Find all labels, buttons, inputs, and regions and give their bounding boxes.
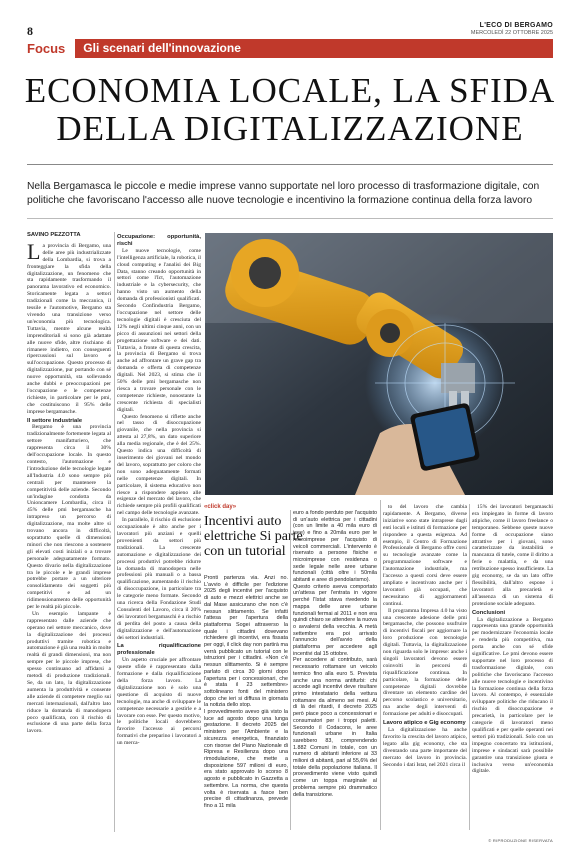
box-kicker: «click day» [204, 504, 237, 510]
paragraph: Questo criterio aveva comportato un'attesa per l'entrata in vigore perché l'Istat stava rivedendo la mappa delle aree urbane funzionali fermai al 2011 e non era quindi chiaro se attendere la nuova o avvalersi della vecchia. A metà settembre era poi arrivato l'annuncio dell'avvio della piattaforma per accedere agli incentivi dal 15 ottobre. [293, 583, 377, 657]
article-column-2 [117, 232, 201, 747]
paragraph: Le nuove tecnologie, come l'intelligenza artificiale, la robotica, il cloud computing e l'analisi dei Big Data, stanno creando opportunità in settori come l'Ict, l'automazione industriale e la cybersecurity, che hanno visto un aumento della domanda di professionisti qualificati. Secondo Confindustria Bergamo, l'occupazione nel settore delle tecnologie digitali è cresciuta del 12% negli ultimi cinque anni, con un picco di assunzioni nei settori della progettazione software e dei dati. Tuttavia, a fronte di questa crescita, la provincia di Bergamo si trova anche ad affrontare un grave gap tra domanda e offerta di competenze digitali. Nel 2023, si stima che il 50% delle pmi bergamasche non riesca a trovare personale con le competenze richieste, nonostante la crescente richiesta di specialisti digitali. [117, 247, 201, 413]
column-rule [469, 504, 470, 830]
paragraph: Un esempio lampante è rappresentato dalle aziende che operano nel settore meccanico, dove la digitalizzazione dei processi produttivi tramite robotica e automazione è già una realtà in molte realtà di grandi dimensioni, ma non sempre per le piccole imprese, che spesso continuano ad affidarsi a metodi di produzione tradizionali. Se, da un lato, la digitalizzazione aumenta la produttività e consente alle aziende di competere meglio sui mercati internazionali, dall'altro lato riduce la domanda di manodopera poco qualificata, con il rischio di esclusione di una parte della forza lavoro. [27, 610, 111, 735]
paragraph: Questo fenomeno si riflette anche nel tasso di disoccupazione giovanile, che nella provincia si attesta al 27,8%, un dato superiore alla media regionale, che è del 25%. Questo indica una difficoltà di inserimento dei giovani nel mondo del lavoro, soprattutto per coloro che non sono adeguatamente formati nelle competenze digitali. In particolare, il sistema educativo non riesce a rispondere appieno alle esigenze del mercato del lavoro, che richiede sempre più profili qualificati nel campo delle tecnologie avanzate. [117, 413, 201, 517]
article-column-4 [472, 504, 553, 775]
column-rule [290, 510, 291, 830]
divider [27, 218, 553, 219]
box-title: Incentivi auto elettriche Si parte con un tutorial [204, 514, 303, 559]
paragraph: La digitalizzazione a Bergamo rappresenta una grande opportunità per modernizzare l'economia locale e renderla più competitiva, ma porta anche con sé sfide significative. Le pmi devono essere supportate nel loro processo di trasformazione digitale, con politiche che favoriscano l'accesso alle nuove tecnologie e incentivino la formazione continua della forza lavoro. Al contempo, è essenziale sviluppare politiche che riducano il rischio di disoccupazione e precarietà, in particolare per le categorie di lavoratori meno qualificati e per quelle operanti nei settori più tradizionali. Solo con un impegno concertato tra istituzioni, imprese e sindacati sarà possibile garantire una transizione giusta e inclusiva verso un'economia digitale. [472, 616, 553, 775]
paragraph: Per accedere al contributo, sarà necessario rottamare un veicolo termico fino alla euro 5. Prevista anche una norma antifurbi: chi accede agli incentivi deve risultare primo intestatario della vettura rottamare da almeno sei mesi. Al di là dei ritardi, il decreto 2025 però piace poco a concessionari e consumatori per i troppi paletti. Secondo il Codacons, le aree funzionali urbane in Italia sarebbero 83, comprendendo 1.882 Comuni in totale, con un numero di abitanti inferiore ai 33 milioni di abitanti, pari al 55,6% del totale della popolazione italiana. Il provvedimento viene visto quindi come un toppa marginale al problema sempre più drammatico della transizione. [293, 657, 377, 798]
paragraph: In parallelo, il rischio di esclusione occupazionale è alto anche per i lavoratori più anziani e quelli provenienti da settori più tradizionali. La crescente automazione e digitalizzazione dei processi produttivi potrebbe ridurre la domanda di manodopera nelle professioni più manuali o a bassa qualificazione, aumentando il rischio di disoccupazione, in particolare tra le categorie meno formate. Secondo una ricerca della Fondazione Studi Consulenti del Lavoro, circa il 20% dei lavoratori bergamaschi è a rischio di perdita del posto a causa della digitalizzazione e dell'automazione dei settori industriali. [117, 517, 201, 641]
article-column-3 [383, 504, 467, 768]
paragraph: Bergamo è una provincia tradizionalmente fortemente legata al settore manifatturiero, che rappresenta circa il 30% dell'occupazione locale. In questo contesto, l'automazione e l'introduzione delle tecnologie legate all'Industria 4.0 sono sempre più centrali per mantenere la competitività delle aziende. Secondo un'indagine condotta da Unioncamere Lombardia, circa il 45% delle pmi bergamasche ha intrapreso un percorso di digitalizzazione, ma molte altre si trovano ancora in difficoltà, soprattutto quelle di dimensioni minori che non riescono a sostenere gli elevati costi iniziali o a trovare personale adeguatamente formato. Questo divario nella digitalizzazione tra le piccole e le grandi imprese potrebbe portare a un ulteriore consolidamento dei soggetti più competitivi e ad un ridimensionamento delle opportunità per le realtà più piccole. [27, 424, 111, 611]
page-number: 8 [27, 24, 33, 38]
copyright-note: © RIPRODUZIONE RISERVATA [488, 838, 553, 843]
divider [27, 164, 553, 165]
section-heading: Occupazione: opportunità, rischi [117, 234, 201, 247]
paragraph: I provvedimento avevo già visto la luce ad agosto dopo una lunga gestazione. Il decreto 2025 del ministero per l'Ambiente e la sicurezza energetica, finanziato con risorse del Piano Nazionale di Ripresa e Resilienza dopo una rimodulazione, che mette a disposizione 597 milioni di euro, era stato approvato lo scorso 8 agosto e pubblicato in Gazzetta a settembre. La norma, che questa volta è riservata a fasce ben precise di cittadinanza, prevede fino a 11 mila [204, 709, 288, 809]
robot-arm-photo [205, 233, 553, 495]
headline-line-1: ECONOMIA LOCALE, LA SFIDA [24, 71, 556, 110]
paragraph: La digitalizzazione ha anche favorito la crescita del lavoro atipico, legato alla gig economy, che sta diventando una parte importante del mercato del lavoro in provincia. Secondo i dati Istat, nel 2021 circa il [383, 727, 467, 768]
section-bar [27, 39, 553, 58]
paragraph: Il programma Impresa 4.0 ha visto una crescente adesione delle pmi bergamasche, che possono usufruire di incentivi fiscali per aggiornare la loro produzione con tecnologie digitali. Tuttavia, la digitalizzazione non riguarda solo le imprese: anche i singoli lavoratori devono essere coinvolti in percorsi di riqualificazione continua. In particolare, la formazione delle competenze digitali dovrebbe diventare un elemento cardine del percorso scolastico e universitario, ma anche degli interventi di formazione per adulti e disoccupati. [383, 607, 467, 718]
issue-date: MERCOLEDÌ 22 OTTOBRE 2025 [470, 30, 553, 36]
paragraph: a provincia di Bergamo, una delle aree più industrializzate della Lombardia, si trova a fronteggiare la sfida della digitalizzazione, un fenomeno che sta rapidamente trasformando il panorama lavorativo ed economico. Storicamente legata a settori tradizionali come la meccanica, il tessile e l'automotive, Bergamo sta vivendo una transizione verso un'economia più tecnologica. Tuttavia, mentre alcune realtà imprenditoriali si sono già adattate alle nuove sfide, altre rischiano di rimanere indietro, con conseguenti ripercussioni sul lavoro e sull'occupazione. Questo processo di digitalizzazione, pur portando con sé nuove opportunità, sta sollevando anche dubbi e preoccupazioni per l'occupazione e le competenze richieste, in particolare per le pmi, che costituiscono il 95% delle imprese bergamasche. [27, 242, 111, 415]
newspaper-name: L'ECO DI BERGAMO [479, 22, 553, 29]
section-tag: Focus [27, 41, 66, 56]
section-heading: La riqualificazione professionale [117, 643, 201, 657]
paragraph: Un aspetto cruciale per affrontare queste sfide è rappresentato dalla formazione e dalla riqualificazione della forza lavoro. La digitalizzazione non è solo una questione di acquisto di nuove tecnologie, ma anche di sviluppare le competenze necessarie a gestirle e a lavorare con esse. Per questo motivo, le politiche locali dovrebbero favorire l'accesso ai percorsi formativi che preparino i lavoratori a un merca- [117, 657, 201, 747]
article-column-1 [27, 232, 111, 735]
section-title: Gli scenari dell'innovazione [75, 39, 553, 58]
paragraph: Pronti partenza via. Anzi no. L'avvio è difficile per l'edizione 2025 degli incentivi per l'acquisto di auto e mezzi elettrici anche se dal Mase assicurano che non c'è nessun slittamento. Se infatti l'attesa per l'apertura della piattaforma Sogei attraverso la quale i cittadini dovevano richiedere gli incentivi, era fissata per oggi, il click day non partirà ma verrà pubblicato un tutorial con le istruzioni per i cittadini. «Non c'è nessun slittamento. Si è sempre parlato di circa 30 giorni dopo l'apertura per i concessionari, che è stata il 23 settembre» sottolineano fonti del ministero dopo che ieri si diffusa in giornata la notizia dello stop. [204, 575, 288, 709]
paragraph: euro a fondo perduto per l'acquisto di un'auto elettrica per i cittadini (con un limite a 40 mila euro di isee) e fino a 20mila euro per le microimprese per l'acquisto di veicoli commerciali. L'intervento è riservato a persone fisiche e microimprese con residenza o sede legale nelle aree urbane funzionali (città oltre i 50mila abitanti e aree di pendolarismo). [293, 510, 377, 584]
section-heading: Conclusioni [472, 609, 506, 616]
industrial-robot-image [205, 233, 553, 495]
paragraph: to del lavoro che cambia rapidamente. A Bergamo, diverse iniziative sono state intraprese dagli enti locali e istituti di formazione per rispondere a questa esigenza. Ad esempio, il Centro di Formazione Professionale di Bergamo offre corsi su tecnologie avanzate come la programmazione software e l'automazione industriale, ma l'accesso a questi corsi deve essere ampliato e incentivato anche per i lavoratori già occupati, che necessitano di aggiornamenti continui. [383, 504, 467, 607]
paragraph: 15% dei lavoratori bergamaschi era impiegato in forme di lavoro atipiche, come il lavoro freelance o temporaneo. Sebbene queste nuove forme di occupazione siano attrattive per i giovani, sono caratterizzate da instabilità e mancanza di tutele, come il diritto a ferie o malattia, e da una retribuzione spesso insufficiente. La gig economy, se da un lato offre flessibilità, dall'altro espone i lavoratori alla precarietà e all'assenza di un sistema di protezione sociale adeguato. [472, 504, 553, 607]
masthead [471, 22, 553, 36]
column-rule [114, 232, 115, 832]
headline [24, 72, 556, 148]
section-heading: Lavoro atipico e Gig economy [383, 720, 466, 727]
byline: SAVINO PEZZOTTA [27, 232, 81, 238]
headline-line-2: DELLA DIGITALIZZAZIONE [56, 109, 524, 148]
box-column-1 [204, 575, 288, 810]
drop-cap: L [27, 238, 41, 264]
section-heading: Il settore industriale [27, 417, 83, 424]
subheadline: Nella Bergamasca le piccole e medie imprese vanno supportate nel loro processo di trasformazione digitale, con politiche che favoriscano l'accesso alle nuove tecnologie e incentivino la formazione continua della forza lavoro [27, 181, 540, 206]
box-column-2 [293, 510, 377, 798]
column-rule [380, 500, 381, 830]
